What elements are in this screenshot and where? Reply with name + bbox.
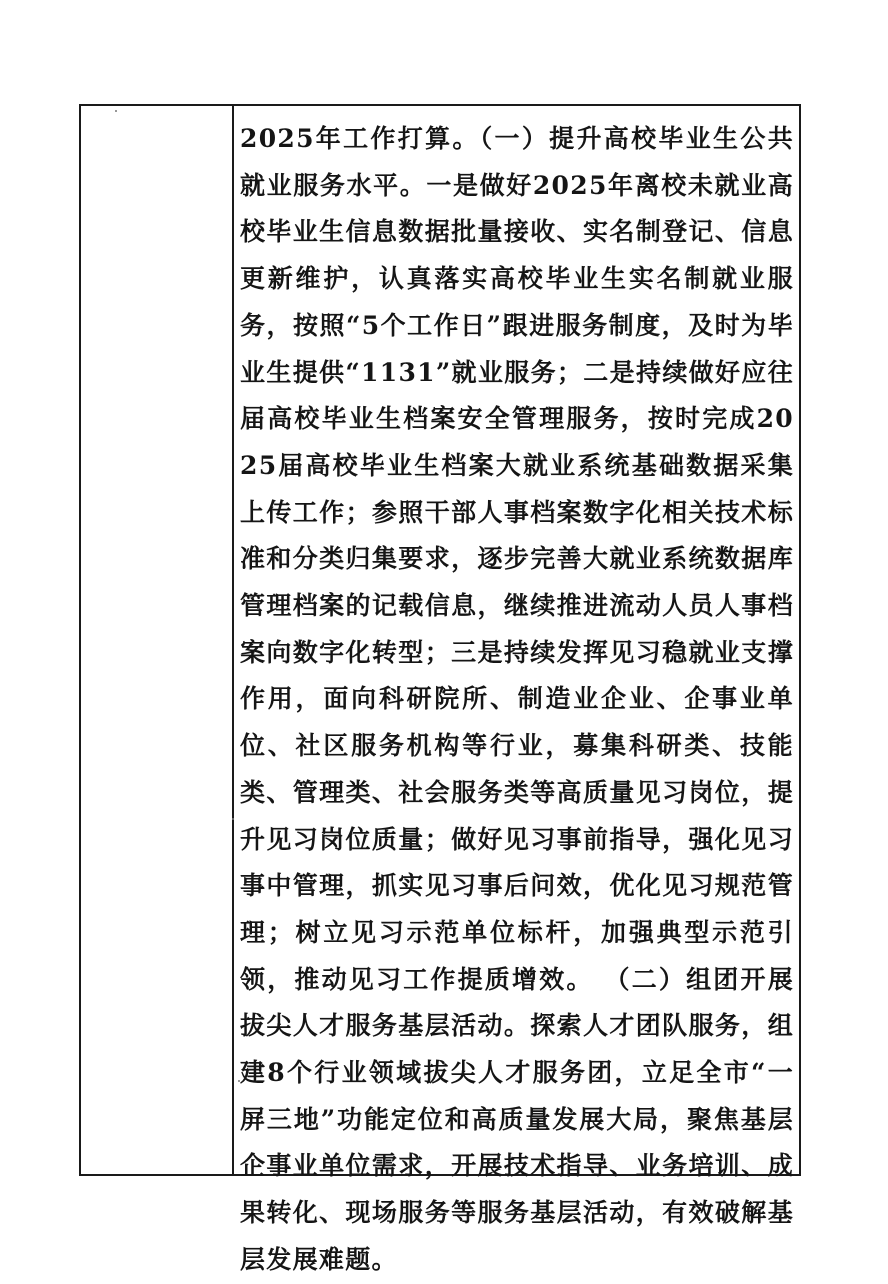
scan-speck <box>238 1080 240 1082</box>
content-table <box>79 104 801 1274</box>
scan-speck <box>232 818 234 820</box>
work-plan-paragraph: 2025年工作打算。（一）提升高校毕业生公共就业服务水平。一是做好2025年离校未就业高校毕业生信息数据批量接收、实名制登记、信息更新维护，认真落实高校毕业生实名制就业服务，按照“5个工作日”跟进服务制度，及时为毕业生提供“1131”就业服务；二是持续做好应往届高校毕业生档案安全管理服务，按时完成2025届高校毕业生档案大就业系统基础数据采集上传工作；参照干部人事档案数字化相关技术标准和分类归集要求，逐步完善大就业系统数据库管理档案的记载信息，继续推进流动人员人事档案向数字化转型；三是持续发挥见习稳就业支撑作用，面向科研院所、制造业企业、企事业单位、社区服务机构等行业，募集科研类、技能类、管理类、社会服务类等高质量见习岗位，提升见习岗位质量；做好见习事前指导，强化见习事中管理，抓实见习事后问效，优化见习规范管理；树立见习示范单位标杆，加强典型示范引领，推动见习工作提质增效。 （二）组团开展拔尖人才服务基层活动。探索人才团队服务，组建8个行业领域拔尖人才服务团，立足全市“一屏三地”功能定位和高质量发展大局，聚焦基层企事业单位需求，开展技术指导、业务培训、成果转化、现场服务等服务基层活动，有效破解基层发展难题。 <box>240 124 794 1274</box>
scan-speck <box>115 110 117 112</box>
table-right-cell <box>234 106 799 1274</box>
table-left-cell <box>81 106 234 1174</box>
